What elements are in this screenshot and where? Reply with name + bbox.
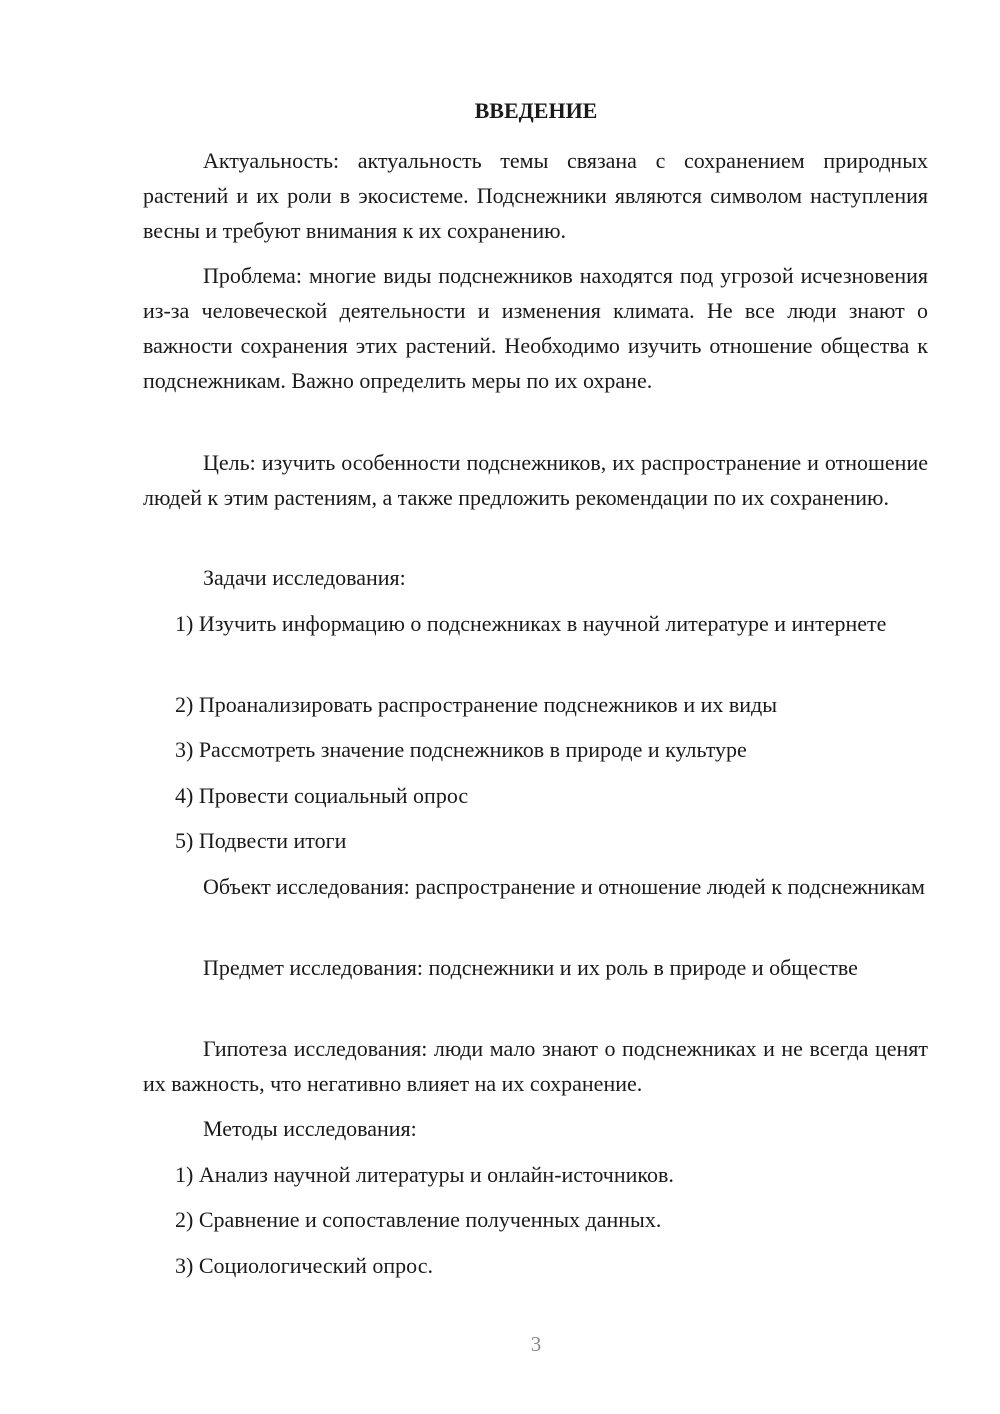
paragraph-text: Предмет исследования: подснежники и их роль в природе и обществе [203,955,858,980]
page-title: ВВЕДЕНИЕ [474,98,598,123]
paragraph-problem [143,258,928,398]
task-list-item [143,606,928,641]
task-list-item [143,687,928,722]
list-item-text: 3) Социологический опрос. [175,1253,433,1278]
list-item-text: 2) Сравнение и сопоставление полученных данных. [175,1207,662,1232]
paragraph-text: Проблема: многие виды подснежников находятся под угрозой исчезновения из-за человеческой деятельности и изменения климата. Не все люди знают о важности сохранения этих растений. Необходимо изучить отношение общества к подснежникам. Важно определить меры по их охране. [143,263,928,393]
list-item-text: 1) Изучить информацию о подснежниках в научной литературе и интернете [175,611,887,636]
paragraph-text: Гипотеза исследования: люди мало знают о подснежниках и не всегда ценят их важность, что негативно влияет на их сохранение. [143,1036,928,1096]
paragraph-text: Методы исследования: [203,1116,417,1141]
task-list-item [143,823,928,858]
tasks-heading [143,560,928,595]
paragraph-text: Цель: изучить особенности подснежников, их распространение и отношение людей к этим растениям, а также предложить рекомендации по их сохранению. [143,450,928,510]
list-item-text: 5) Подвести итоги [175,828,347,853]
list-item-text: 4) Провести социальный опрос [175,783,469,808]
paragraph-subject [143,950,928,985]
paragraph-text: Актуальность: актуальность темы связана с сохранением природных растений и их роли в экосистеме. Подснежники являются символом наступления весны и требуют внимания к их сохранению. [143,148,928,243]
paragraph-text: Задачи исследования: [203,565,406,590]
paragraph-hypothesis [143,1031,928,1101]
page-number: 3 [530,1332,542,1356]
list-item-text: 1) Анализ научной литературы и онлайн-источников. [175,1162,674,1187]
method-list-item [143,1202,928,1237]
paragraph-text: Объект исследования: распространение и отношение людей к подснежникам [203,874,925,899]
paragraph-object [143,869,928,904]
list-item-text: 2) Проанализировать распространение подснежников и их виды [175,692,778,717]
method-list-item [143,1248,928,1283]
methods-heading [143,1111,928,1146]
task-list-item [143,732,928,767]
list-item-text: 3) Рассмотреть значение подснежников в природе и культуре [175,737,747,762]
paragraph-relevance [143,143,928,248]
method-list-item [143,1157,928,1192]
task-list-item [143,778,928,813]
paragraph-goal [143,445,928,515]
